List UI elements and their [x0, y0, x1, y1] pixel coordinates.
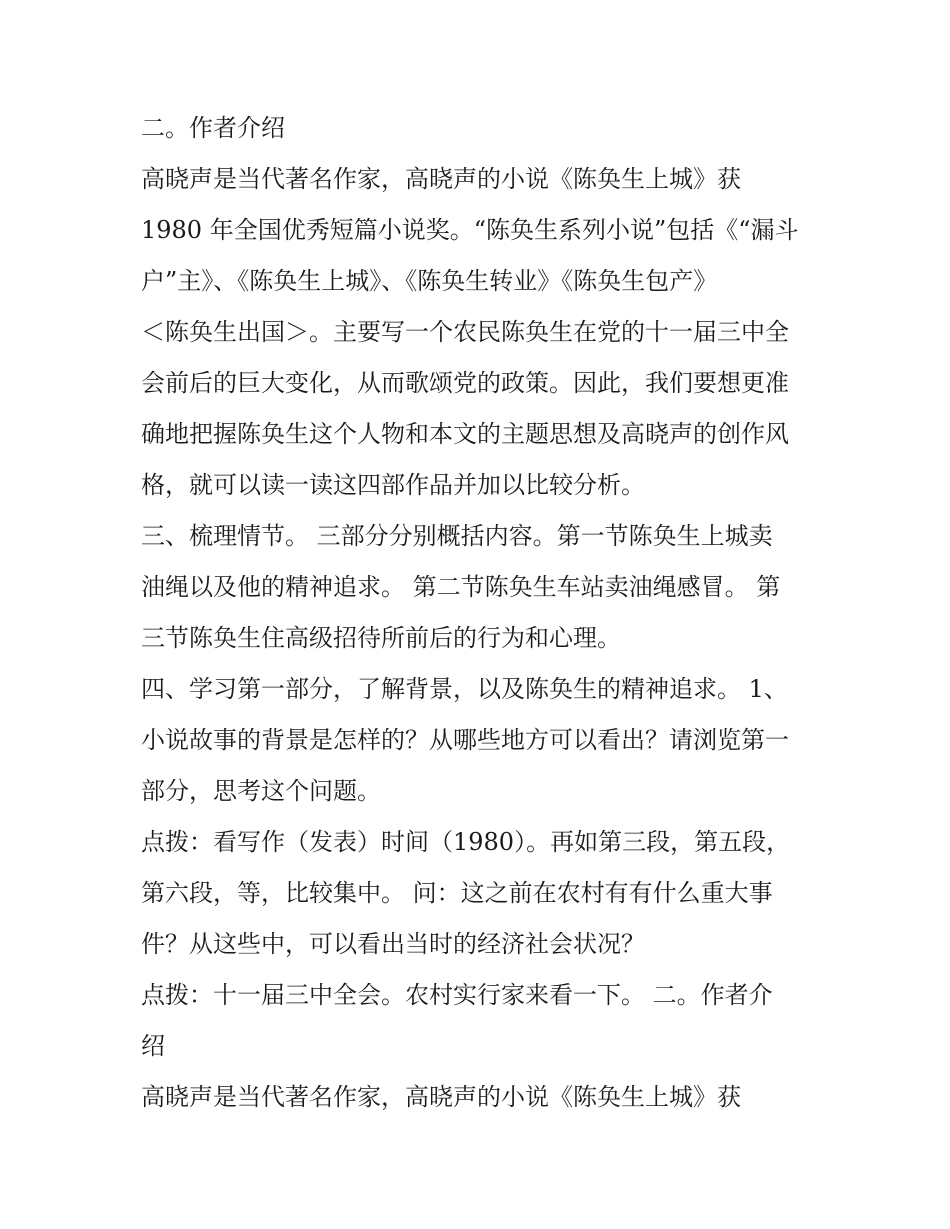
text-line-5: ＜陈奂生出国＞。主要写一个农民陈奂生在党的十一届三中全 [141, 318, 789, 346]
text-line-20: 高晓声是当代著名作家，高晓声的小说《陈奂生上城》获 [141, 1083, 741, 1111]
text-line-15: 点拨：看写作（发表）时间（1980）。再如第三段，第五段， [141, 828, 791, 856]
text-line-12: 四、学习第一部分，了解背景，以及陈奂生的精神追求。 1、 [141, 675, 788, 703]
text-line-1: 二。作者介绍 [141, 114, 285, 142]
text-line-7: 确地把握陈奂生这个人物和本文的主题思想及高晓声的创作风 [141, 420, 789, 448]
text-line-13: 小说故事的背景是怎样的？从哪些地方可以看出？请浏览第一 [141, 726, 789, 754]
text-line-6: 会前后的巨大变化，从而歌颂党的政策。因此，我们要想更准 [141, 369, 789, 397]
text-line-18: 点拨：十一届三中全会。农村实行家来看一下。 二。作者介 [141, 981, 773, 1009]
text-line-10: 油绳以及他的精神追求。 第二节陈奂生车站卖油绳感冒。 第 [141, 573, 781, 601]
text-line-17: 件？从这些中，可以看出当时的经济社会状况？ [141, 930, 645, 958]
text-line-14: 部分，思考这个问题。 [141, 777, 381, 805]
text-line-2: 高晓声是当代著名作家，高晓声的小说《陈奂生上城》获 [141, 165, 741, 193]
text-line-11: 三节陈奂生住高级招待所前后的行为和心理。 [141, 624, 621, 652]
text-line-4: 户”主》、《陈奂生上城》、《陈奂生转业》《陈奂生包产》 [141, 267, 718, 295]
text-line-9: 三、梳理情节。 三部分分别概括内容。第一节陈奂生上城卖 [141, 522, 773, 550]
text-line-19: 绍 [141, 1032, 165, 1060]
text-line-16: 第六段，等，比较集中。 问：这之前在农村有有什么重大事 [141, 879, 773, 907]
text-line-3: 1980 年全国优秀短篇小说奖。“陈奂生系列小说”包括《“漏斗 [141, 216, 799, 244]
text-line-8: 格，就可以读一读这四部作品并加以比较分析。 [141, 471, 645, 499]
